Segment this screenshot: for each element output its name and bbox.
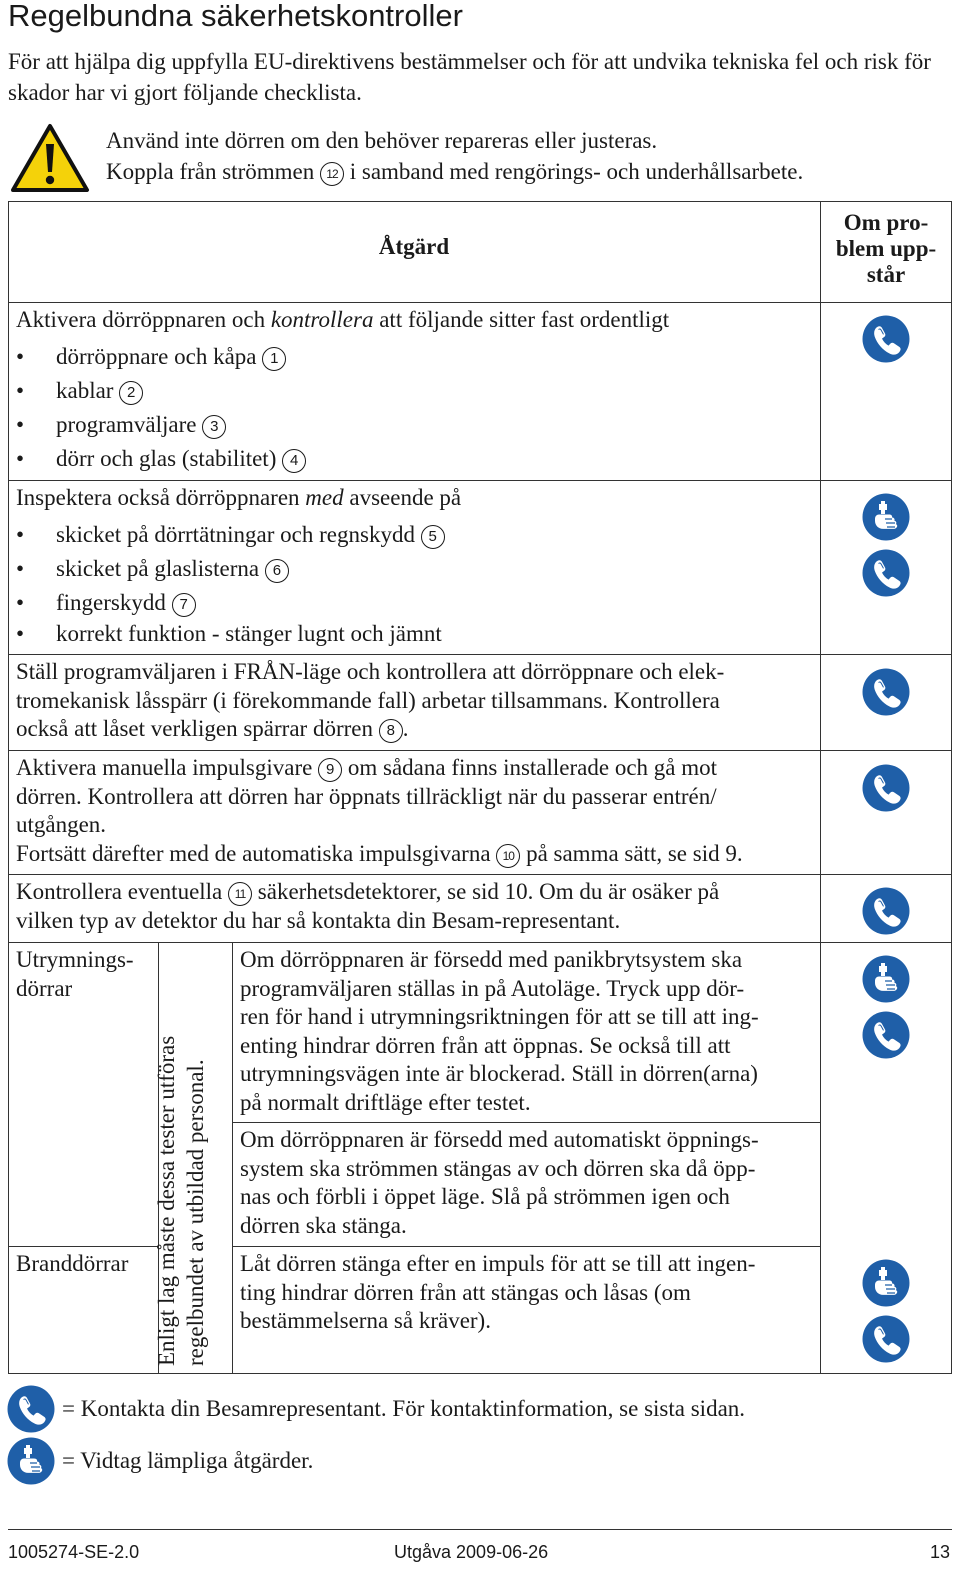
ref-number: 8 <box>379 719 403 743</box>
legend-hand: = Vidtag lämpliga åtgärder. <box>62 1448 314 1473</box>
ref-number: 6 <box>265 559 289 583</box>
hand-tool-icon <box>6 1436 56 1486</box>
ref-number: 3 <box>202 415 226 439</box>
ref-number: 9 <box>318 758 342 782</box>
list-item: • fingerskydd 7 <box>16 588 196 618</box>
footer-doc-id: 1005274-SE-2.0 <box>8 1542 140 1562</box>
hand-tool-icon <box>861 954 911 1004</box>
warning-triangle-icon <box>10 122 90 194</box>
phone-icon <box>861 886 911 936</box>
hand-tool-icon <box>861 1258 911 1308</box>
escape-doors-text-2: Om dörröppnaren är försedd med automatiskt öppnings- system ska strömmen stängas av och dörren ska då öpp- nas och förbli i öppet läge. Slå på strömmen igen och dörren ska stänga. <box>240 1127 759 1238</box>
ref-number: 5 <box>421 525 445 549</box>
page-title: Regelbundna säkerhetskontroller <box>8 0 463 33</box>
row5-text: Kontrollera eventuella 11 säkerhetsdetektorer, se sid 10. Om du är osäker på vilken typ av detektor du har så kontakta din Besam-representant. <box>16 879 720 933</box>
phone-icon <box>861 763 911 813</box>
row1-lead: Aktivera dörröppnaren och kontrollera att följande sitter fast ordentligt <box>16 307 670 332</box>
table-rule <box>8 302 952 303</box>
warning-line-2: Koppla från strömmen 12 i samband med rengörings- och underhållsarbete. <box>106 159 804 184</box>
column-header-action: Åtgärd <box>378 234 450 259</box>
table-rule <box>8 480 952 481</box>
page-number: 13 <box>929 1542 950 1562</box>
footer-edition: Utgåva 2009-06-26 <box>394 1542 549 1562</box>
escape-doors-text-1: Om dörröppnaren är försedd med panikbrytsystem ska programväljaren ställas in på Autoläge. Tryck upp dör- ren för hand i utrymningsriktningen för att se till att ing- enting hindrar dörren från att öppnas. Se också till att utrymningsvägen inte är blockerad. Ställ in dörren(arna) på normalt driftläge efter testet. <box>240 947 759 1115</box>
legend-phone: = Kontakta din Besamrepresentant. För kontaktinformation, se sista sidan. <box>62 1396 746 1421</box>
list-item: • kablar 2 <box>16 376 143 406</box>
fire-doors-text: Låt dörren stänga efter en impuls för att se till att ingen- ting hindrar dörren från att stängas och låsas (om bestämmelserna så kräver). <box>240 1251 756 1333</box>
footer-rule <box>8 1529 952 1530</box>
phone-icon <box>6 1384 56 1434</box>
table-rule <box>8 750 952 751</box>
ref-number: 7 <box>172 593 196 617</box>
phone-icon <box>861 1314 911 1364</box>
table-rule <box>8 874 952 875</box>
phone-icon <box>861 548 911 598</box>
table-rule <box>232 1246 820 1247</box>
table-divider <box>820 201 821 1374</box>
row3-text: Ställ programväljaren i FRÅN-läge och kontrollera att dörröppnare och elek- tromekanisk låsspärr (i förekommande fall) arbetar tillsammans. Kontrollera också att låset verkligen spärrar dörren 8 . <box>16 659 725 741</box>
hand-tool-icon <box>861 492 911 542</box>
ref-number: 10 <box>496 844 520 868</box>
list-item: • skicket på glaslisterna 6 <box>16 554 289 584</box>
list-item: • dörröppnare och kåpa 1 <box>16 342 286 372</box>
phone-icon <box>861 1010 911 1060</box>
ref-number: 4 <box>282 449 306 473</box>
table-rule <box>8 654 952 655</box>
phone-icon <box>861 667 911 717</box>
row4-text: Aktivera manuella impulsgivare 9 om sådana finns installerade och gå mot dörren. Kontrollera att dörren har öppnats tillräckligt när du passerar entrén/ utgången. Fortsätt därefter med de automatiska impulsgivarna 10 på samma sätt, se sid 9. <box>16 755 743 866</box>
column-header-problem: Om pro- blem upp- står <box>835 210 937 287</box>
table-rule <box>8 942 952 943</box>
escape-doors-label: Utrymnings- dörrar <box>16 947 134 1001</box>
table-rule <box>8 1246 158 1247</box>
phone-icon <box>861 314 911 364</box>
ref-number: 11 <box>228 882 252 906</box>
table-rule <box>232 1122 820 1123</box>
ref-number: 2 <box>119 381 143 405</box>
side-label: Enligt lag måste dessa tester utföras regelbundet av utbildad personal. <box>154 1035 208 1366</box>
row2-lead: Inspektera också dörröppnaren med avseende på <box>16 485 462 510</box>
intro-text: För att hjälpa dig uppfylla EU-direktivens bestämmelser och för att undvika tekniska fel och risk för skador har vi gjort följande checklista. <box>8 49 931 105</box>
fire-doors-label: Branddörrar <box>16 1251 129 1276</box>
warning-line-1: Använd inte dörren om den behöver repareras eller justeras. <box>106 128 658 153</box>
list-item: • korrekt funktion - stänger lugnt och jämnt <box>16 621 442 646</box>
ref-number: 12 <box>320 162 344 186</box>
list-item: • programväljare 3 <box>16 410 226 440</box>
ref-number: 1 <box>262 347 286 371</box>
list-item: • dörr och glas (stabilitet) 4 <box>16 444 306 474</box>
list-item: • skicket på dörrtätningar och regnskydd 5 <box>16 520 445 550</box>
table-divider <box>232 942 233 1374</box>
